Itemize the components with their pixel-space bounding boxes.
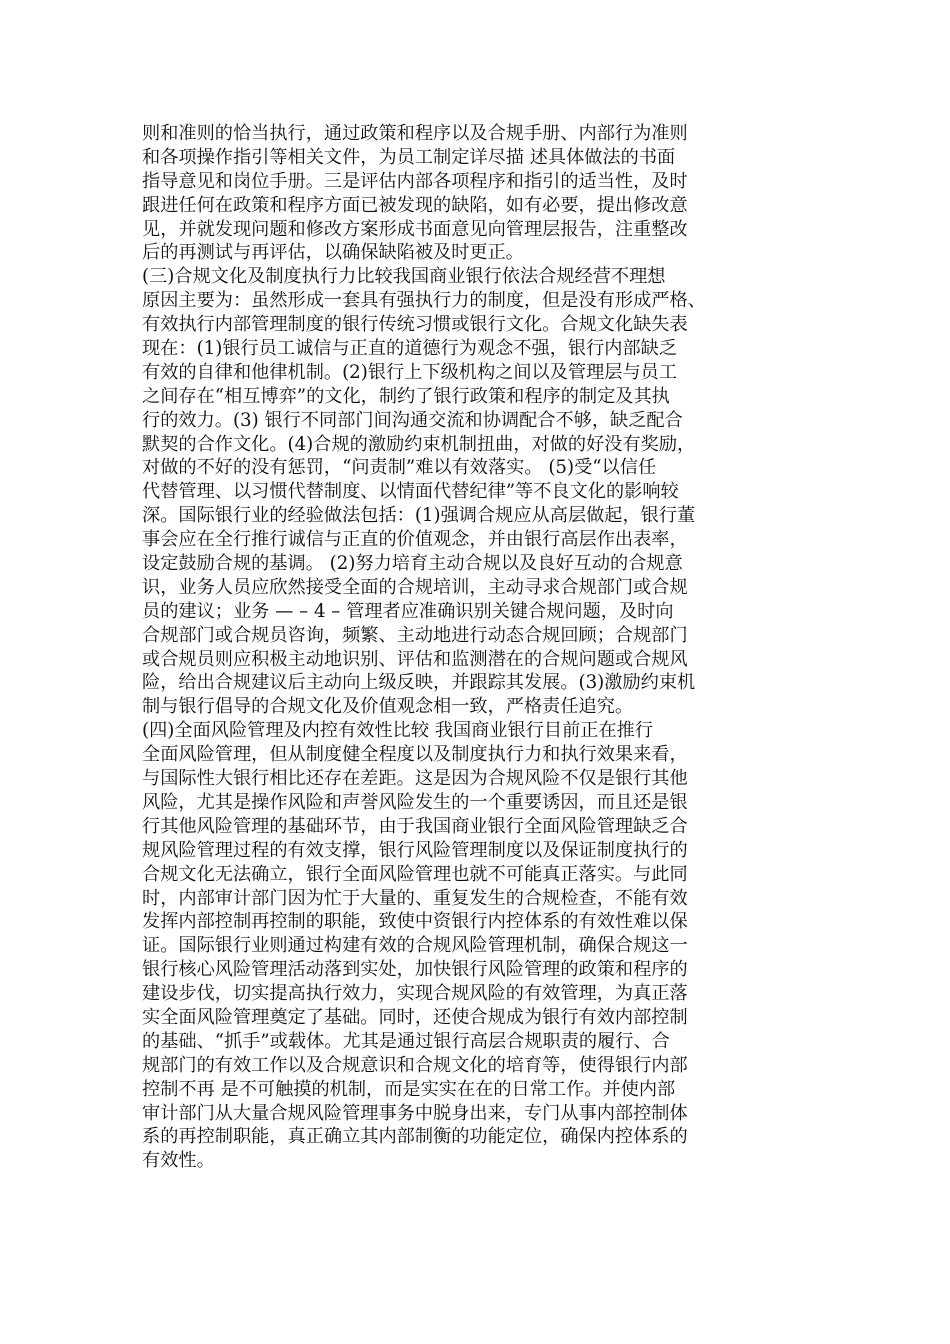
text-line: 有效的自律和他律机制。(2)银行上下级机构之间以及管理层与员工 — [142, 361, 678, 383]
body-text — [142, 122, 822, 1173]
text-line: 行其他风险管理的基础环节，由于我国商业银行全面风险管理缺乏合 — [142, 815, 688, 837]
text-line: 原因主要为：虽然形成一套具有强执行力的制度，但是没有形成严格、 — [142, 290, 706, 312]
text-line: 深。国际银行业的经验做法包括：(1)强调合规应从高层做起，银行董 — [142, 505, 696, 527]
text-line: 全面风险管理，但从制度健全程度以及制度执行力和执行效果来看， — [142, 744, 688, 766]
text-line: 代替管理、以习惯代替制度、以情面代替纪律”等不良文化的影响较 — [142, 481, 679, 503]
text-line: 识，业务人员应欣然接受全面的合规培训，主动寻求合规部门或合规 — [142, 576, 688, 598]
text-line: 后的再测试与再评估，以确保缺陷被及时更正。 — [142, 242, 524, 264]
text-line: 规部门的有效工作以及合规意识和合规文化的培育等，使得银行内部 — [142, 1054, 688, 1076]
text-line: 事会应在全行推行诚信与正直的价值观念，并由银行高层作出表率， — [142, 529, 688, 551]
text-line: 和各项操作指引等相关文件，为员工制定详尽描 述具体做法的书面 — [142, 146, 676, 168]
text-line: 与国际性大银行相比还存在差距。这是因为合规风险不仅是银行其他 — [142, 768, 688, 790]
text-line: 则和准则的恰当执行，通过政策和程序以及合规手册、内部行为准则 — [142, 123, 688, 144]
text-line: 设定鼓励合规的基调。 (2)努力培育主动合规以及良好互动的合规意 — [142, 553, 683, 575]
text-line: 风险，尤其是操作风险和声誉风险发生的一个重要诱因，而且还是银 — [142, 791, 688, 813]
text-line: 合规文化无法确立，银行全面风险管理也就不可能真正落实。与此同 — [142, 863, 688, 885]
text-line: 控制不再 是不可触摸的机制，而是实实在在的日常工作。并使内部 — [142, 1078, 676, 1100]
text-line: 对做的不好的没有惩罚，“问责制”难以有效落实。 (5)受“以信任 — [142, 457, 657, 479]
text-line: 规风险管理过程的有效支撑，银行风险管理制度以及保证制度执行的 — [142, 839, 688, 861]
text-line: 发挥内部控制再控制的职能，致使中资银行内控体系的有效性难以保 — [142, 911, 688, 933]
text-line: 系的再控制职能，真正确立其内部制衡的功能定位，确保内控体系的 — [142, 1126, 688, 1148]
text-line: 默契的合作文化。(4)合规的激励约束机制扭曲，对做的好没有奖励， — [142, 433, 696, 455]
text-line: 有效执行内部管理制度的银行传统习惯或银行文化。合规文化缺失表 — [142, 314, 688, 336]
text-line: 或合规员则应积极主动地识别、评估和监测潜在的合规问题或合规风 — [142, 648, 688, 670]
text-line: (四)全面风险管理及内控有效性比较 我国商业银行目前正在推行 — [142, 720, 654, 742]
text-line: 时，内部审计部门因为忙于大量的、重复发生的合规检查，不能有效 — [142, 887, 688, 909]
text-line: 见，并就发现问题和修改方案形成书面意见向管理层报告，注重整改 — [142, 218, 688, 240]
text-line: 建设步伐，切实提高执行效力，实现合规风险的有效管理，为真正落 — [142, 983, 688, 1005]
text-line: 合规部门或合规员咨询，频繁、主动地进行动态合规回顾；合规部门 — [142, 624, 688, 646]
text-line: 银行核心风险管理活动落到实处，加快银行风险管理的政策和程序的 — [142, 959, 688, 981]
text-line: 现在：(1)银行员工诚信与正直的道德行为观念不强，银行内部缺乏 — [142, 338, 678, 360]
text-line: 险，给出合规建议后主动向上级反映，并跟踪其发展。(3)激励约束机 — [142, 672, 696, 694]
text-line: 员的建议；业务 — – 4 – 管理者应准确识别关键合规问题，及时向 — [142, 600, 674, 622]
text-line: 实全面风险管理奠定了基础。同时，还使合规成为银行有效内部控制 — [142, 1006, 688, 1028]
text-line: 有效性。 — [142, 1150, 215, 1172]
text-line: 制与银行倡导的合规文化及价值观念相一致，严格责任追究。 — [142, 696, 634, 718]
text-line: 之间存在“相互博弈”的文化，制约了银行政策和程序的制定及其执 — [142, 385, 670, 407]
text-line: 指导意见和岗位手册。三是评估内部各项程序和指引的适当性，及时 — [142, 170, 688, 192]
text-line: 行的效力。(3) 银行不同部门间沟通交流和协调配合不够，缺乏配合 — [142, 409, 683, 431]
text-line: (三)合规文化及制度执行力比较我国商业银行依法合规经营不理想 — [142, 266, 666, 288]
text-line: 审计部门从大量合规风险管理事务中脱身出来，专门从事内部控制体 — [142, 1102, 688, 1124]
text-line: 的基础、“抓手”或载体。尤其是通过银行高层合规职责的履行、合 — [142, 1030, 670, 1052]
text-line: 跟进任何在政策和程序方面已被发现的缺陷，如有必要，提出修改意 — [142, 194, 688, 216]
text-line: 证。国际银行业则通过构建有效的合规风险管理机制，确保合规这一 — [142, 935, 688, 957]
